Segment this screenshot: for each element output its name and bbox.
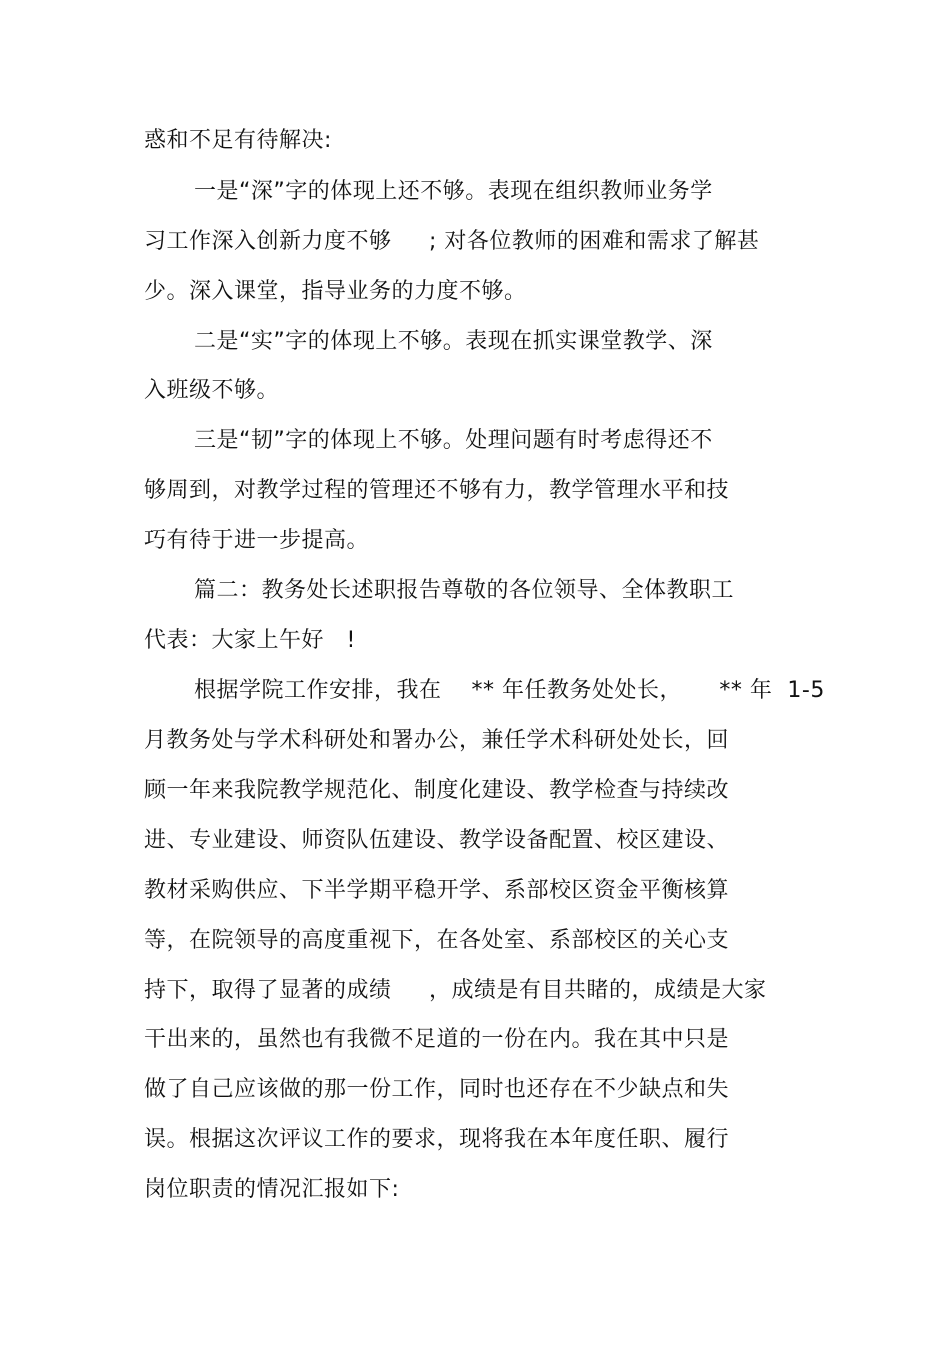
- text-line: 顾一年来我院教学规范化、制度化建设、教学检查与持续改: [144, 778, 730, 803]
- text-line: 一是“深”字的体现上还不够。表现在组织教师业务学: [194, 179, 713, 204]
- text-line: 篇二：教务处长述职报告尊敬的各位领导、全体教职工: [194, 578, 735, 603]
- text-line: 根据学院工作安排，我在 ** 年任教务处处长， ** 年 1-5: [194, 678, 825, 703]
- text-line: 少。深入课堂，指导业务的力度不够。: [144, 279, 527, 304]
- text-line: 持下，取得了显著的成绩 ，成绩是有目共睹的，成绩是大家: [144, 978, 767, 1003]
- text-line: 月教务处与学术科研处和署办公，兼任学术科研处处长，回: [144, 728, 730, 753]
- text-line: 二是“实”字的体现上不够。表现在抓实课堂教学、深: [194, 329, 713, 354]
- text-line: 误。根据这次评议工作的要求，现将我在本年度任职、履行: [144, 1127, 730, 1152]
- text-line: 进、专业建设、师资队伍建设、教学设备配置、校区建设、: [144, 828, 730, 853]
- text-line: 等，在院领导的高度重视下，在各处室、系部校区的关心支: [144, 928, 730, 953]
- text-line: 岗位职责的情况汇报如下:: [144, 1177, 400, 1202]
- text-line: 干出来的，虽然也有我微不足道的一份在内。我在其中只是: [144, 1027, 730, 1052]
- text-line: 习工作深入创新力度不够 ; 对各位教师的困难和需求了解甚: [144, 229, 760, 254]
- text-line: 做了自己应该做的那一份工作，同时也还存在不少缺点和失: [144, 1077, 730, 1102]
- text-line: 入班级不够。: [144, 378, 280, 403]
- text-line: 够周到，对教学过程的管理还不够有力，教学管理水平和技: [144, 478, 730, 503]
- text-line: 三是“韧”字的体现上不够。处理问题有时考虑得还不: [194, 428, 713, 453]
- text-line: 惑和不足有待解决:: [144, 128, 332, 153]
- text-line: 教材采购供应、下半学期平稳开学、系部校区资金平衡核算: [144, 878, 730, 903]
- text-line: 巧有待于进一步提高。: [144, 528, 370, 553]
- text-line: 代表：大家上午好 !: [144, 628, 356, 653]
